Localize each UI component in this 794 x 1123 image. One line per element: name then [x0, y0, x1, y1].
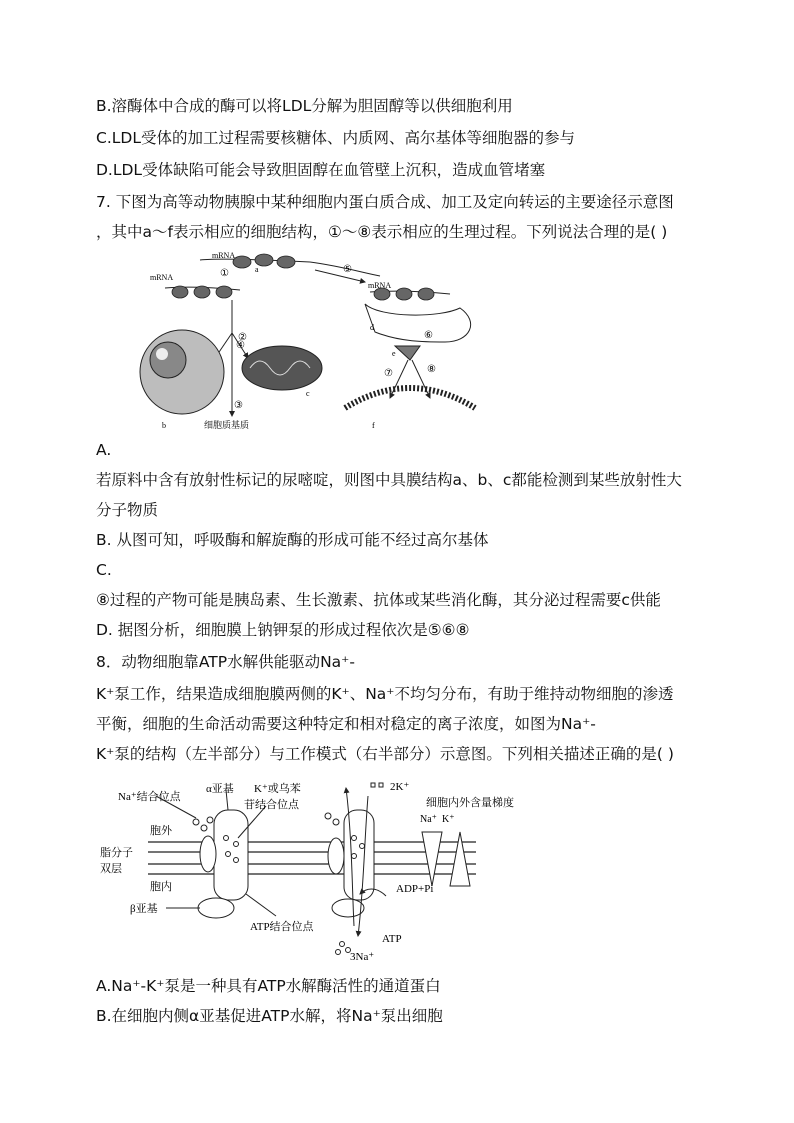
process-1: ①	[220, 268, 229, 279]
option-c-q6: C.LDL受体的加工过程需要核糖体、内质网、高尔基体等细胞器的参与	[96, 129, 575, 147]
question-8-stem: 8．动物细胞靠ATP水解供能驱动Na⁺-	[96, 653, 355, 671]
process-8: ⑧	[427, 364, 436, 375]
option-c-q7: ⑧过程的产物可能是胰岛素、生长激素、抗体或某些消化酶，其分泌过程需要c供能	[96, 591, 661, 609]
process-3: ③	[234, 400, 243, 411]
question-8-stem-3: 平衡，细胞的生命活动需要这种特定和相对稳定的离子浓度，如图为Na⁺-	[96, 715, 596, 733]
process-5: ⑤	[343, 264, 352, 275]
option-b-q6: B.溶酶体中合成的酶可以将LDL分解为胆固醇等以供细胞利用	[96, 97, 513, 115]
option-b-q8: B.在细胞内侧α亚基促进ATP水解，将Na⁺泵出细胞	[96, 1007, 443, 1025]
process-4: ④	[236, 340, 245, 351]
option-a-q7: 若原料中含有放射性标记的尿嘧啶，则图中具膜结构a、b、c都能检测到某些放射性大	[96, 471, 682, 489]
option-d-q7: D. 据图分析，细胞膜上钠钾泵的形成过程依次是⑤⑥⑧	[96, 621, 470, 639]
question-7-stem-2: ，其中a～f表示相应的细胞结构，①～⑧表示相应的生理过程。下列说法合理的是( )	[96, 223, 668, 241]
k-gradient-icon	[450, 832, 470, 886]
option-a-q7-cont: 分子物质	[96, 501, 159, 519]
adp-label: ADP+Pi	[396, 883, 434, 895]
na-label: Na⁺	[420, 814, 437, 825]
question-8-stem-4: K⁺泵的结构（左半部分）与工作模式（右半部分）示意图。下列相关描述正确的是( )	[96, 745, 674, 763]
alpha-label: α亚基	[206, 783, 234, 795]
option-a-q8: A.Na⁺-K⁺泵是一种具有ATP水解酶活性的通道蛋白	[96, 977, 441, 995]
k-label: K⁺	[442, 814, 455, 825]
na-k-pump-figure	[96, 776, 514, 966]
label-b: b	[162, 421, 166, 430]
question-8-stem-2: K⁺泵工作，结果造成细胞膜两侧的K⁺、Na⁺不均匀分布，有助于维持动物细胞的渗透	[96, 685, 674, 703]
option-c-q7-label: C.	[96, 561, 112, 579]
process-6: ⑥	[424, 330, 433, 341]
label-c: c	[306, 389, 310, 398]
three-na-label: 3Na⁺	[350, 951, 375, 963]
cell-membrane-structure	[345, 388, 475, 408]
alpha-subunit	[214, 810, 248, 900]
golgi-structure	[395, 346, 420, 360]
er-structure	[365, 304, 471, 342]
two-k-label: 2K⁺	[390, 781, 410, 793]
option-a-q7-label: A.	[96, 441, 112, 459]
k-site-label: K⁺或乌苯	[254, 783, 301, 795]
label-f: f	[372, 421, 375, 430]
cytosol-label: 细胞质基质	[204, 420, 250, 430]
label-e: e	[392, 349, 396, 358]
mrna-label: mRNA	[150, 273, 174, 282]
na-site-label: Na⁺结合位点	[118, 791, 181, 803]
outside-label: 胞外	[150, 825, 172, 837]
label-a: a	[255, 265, 259, 274]
na-gradient-icon	[422, 832, 442, 886]
option-d-q6: D.LDL受体缺陷可能会导致胆固醇在血管壁上沉积，造成血管堵塞	[96, 161, 546, 179]
inside-label: 胞内	[150, 881, 172, 893]
atp-label: ATP	[382, 933, 402, 945]
process-2: ②	[238, 332, 247, 343]
question-7-stem: 7. 下图为高等动物胰腺中某种细胞内蛋白质合成、加工及定向转运的主要途径示意图	[96, 193, 674, 211]
bilayer-label: 脂分子	[100, 847, 133, 859]
protein-pathway-figure	[140, 248, 480, 432]
mrna-label: mRNA	[212, 251, 236, 260]
beta-subunit	[198, 898, 234, 918]
label-d: d	[370, 323, 374, 332]
ribosome-icon	[172, 254, 434, 300]
atp-site-label: ATP结合位点	[250, 921, 314, 933]
k-site-label-2: 苷结合位点	[244, 799, 299, 811]
process-7: ⑦	[384, 368, 393, 379]
beta-label: β亚基	[130, 903, 158, 915]
gradient-label: 细胞内外含量梯度	[426, 797, 514, 809]
option-b-q7: B. 从图可知，呼吸酶和解旋酶的形成可能不经过高尔基体	[96, 531, 489, 549]
mrna-label: mRNA	[368, 281, 392, 290]
bilayer-label-2: 双层	[100, 863, 122, 875]
